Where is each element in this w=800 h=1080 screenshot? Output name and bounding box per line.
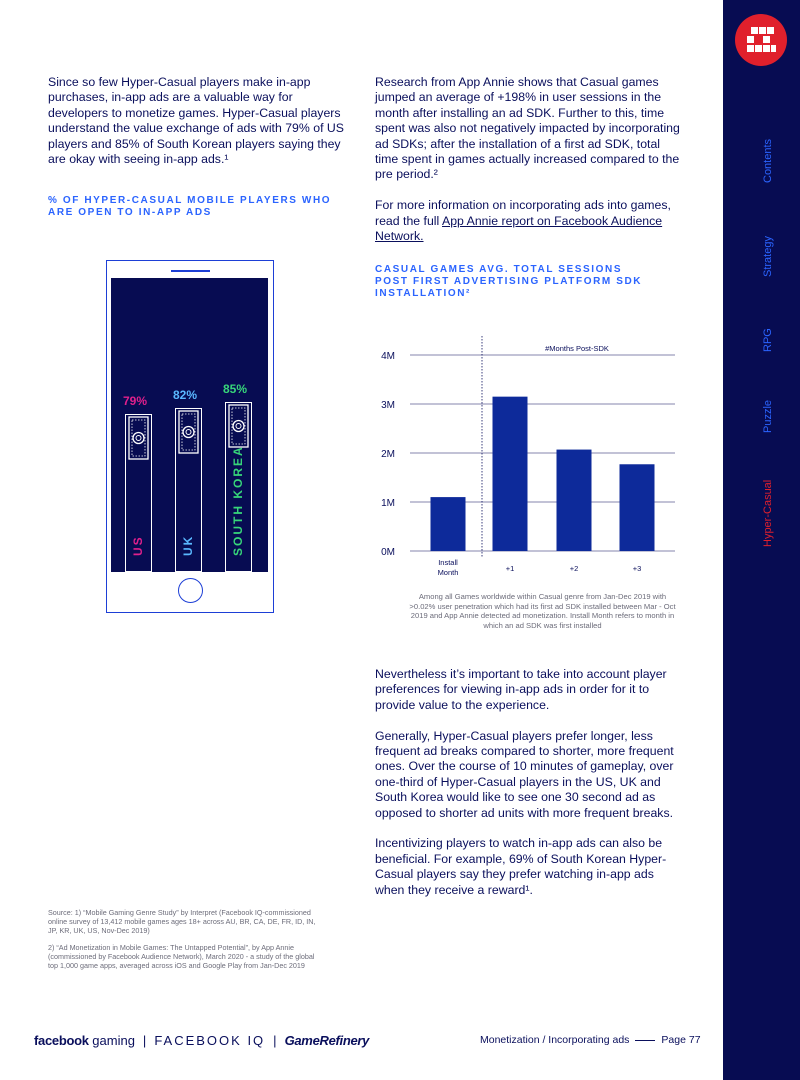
body-paragraphs <box>375 667 680 898</box>
body-paragraph-2: Generally, Hyper-Casual players prefer longer, less frequent ad breaks compared to shorter, more frequent ones. Over the course of 10 minutes of gameplay, over one-third of Hyper-Casual players in the US, UK and South Korea would like to see one 30 second ad as opposed to shorter ad units with more frequent breaks. <box>375 728 674 820</box>
page-number: Page 77 <box>661 1034 701 1046</box>
x-tick-label: +2 <box>569 564 579 573</box>
sessions-bar <box>493 397 528 551</box>
sessions-chart-title: CASUAL GAMES AVG. TOTAL SESSIONS POST FIRST ADVERTISING PLATFORM SDK INSTALLATION² <box>375 264 643 299</box>
phone-chart-title: % OF HYPER-CASUAL MOBILE PLAYERS WHO ARE OPEN TO IN-APP ADS <box>48 195 332 218</box>
footer-section: Monetization / Incorporating ads <box>480 1034 630 1046</box>
intro-paragraph <box>48 75 353 167</box>
footer-separator: | <box>142 1033 147 1048</box>
brand-logo-icon[interactable] <box>735 14 787 66</box>
footer-separator: | <box>273 1033 277 1048</box>
bar-value-label: 79% <box>123 394 148 408</box>
dollar-bill-icon <box>126 416 151 465</box>
footer-brands <box>34 1033 369 1048</box>
y-tick-label: 3M <box>381 400 395 411</box>
y-tick-label: 2M <box>381 449 395 460</box>
gaming-logo-text: gaming <box>88 1033 135 1048</box>
x-tick-label: +1 <box>505 564 515 573</box>
sidebar-item-hyper-casual[interactable]: Hyper-Casual <box>762 479 774 547</box>
source-1: Source: 1) “Mobile Gaming Genre Study” by Interpret (Facebook IQ-commissioned online survey of 13,412 mobile games ages 18+ across AU, BR, CA, DE, FR, ID, IN, JP, KR, UK, US, Nov-Dec 2019) <box>48 908 316 936</box>
y-tick-label: 1M <box>381 498 395 509</box>
body-paragraph-3: Incentivizing players to watch in-app ads can also be beneficial. For example, 69% of South Korean Hyper-Casual players say they prefer watching in-app ads when they receive a reward¹. <box>375 836 667 897</box>
x-tick-label: +3 <box>632 564 642 573</box>
bar-value-label: 85% <box>223 382 248 396</box>
gamerefinery-logo: GameRefinery <box>284 1033 370 1048</box>
facebook-iq-logo: FACEBOOK IQ <box>154 1033 266 1048</box>
y-tick-label: 0M <box>381 547 395 558</box>
sessions-bar <box>431 497 466 551</box>
sessions-chart <box>360 330 690 585</box>
phone-speaker <box>171 270 210 272</box>
chart-annotation: #Months Post-SDK <box>545 344 609 353</box>
chart-caption: Among all Games worldwide within Casual genre from Jan-Dec 2019 with >0.02% user penetration which had its first ad SDK installed between Mar - Oct 2019 and App Annie detected ad monetization. Install Month refers to month in which an ad SDK was first installed <box>409 592 676 630</box>
country-label: UK <box>181 534 195 556</box>
research-text: Research from App Annie shows that Casual games jumped an average of +198% in user sessions in the month after installing an ad SDK. Further to this, time spent was also not negatively impacted by incorporating ad SDKs; after the installation of a first ad SDK, total time spent in games actually increased compared to the pre period.² <box>375 75 680 182</box>
app-annie-report-link[interactable]: App Annie report on Facebook Audience Network. <box>375 213 663 244</box>
sidebar-item-contents[interactable]: Contents <box>762 138 774 183</box>
research-paragraphs <box>375 75 680 244</box>
more-info-text <box>375 198 680 244</box>
intro-text: Since so few Hyper-Casual players make in-app purchases, in-app ads are a valuable way for developers to monetize games. Hyper-Casual players understand the value exchange of ads with 79% of US players and 85% of South Korean players saying they are okay with seeing in-app ads.¹ <box>48 75 345 167</box>
sidebar-item-strategy[interactable]: Strategy <box>762 236 774 277</box>
sidebar-item-rpg[interactable]: RPG <box>762 328 774 352</box>
source-2: 2) “Ad Monetization in Mobile Games: The Untapped Potential”, by App Annie (commissioned by Facebook Audience Network), March 2020 - a study of the global top 1,000 game apps, averaged across iOS and Google Play from Jan-Dec 2019 <box>48 942 315 971</box>
facebook-logo: facebook <box>34 1033 89 1048</box>
footer-page-info <box>480 1034 701 1046</box>
sessions-bar <box>557 450 592 551</box>
country-label: US <box>131 535 145 556</box>
more-info-prefix: For more information on incorporating ads into games, read the full <box>375 198 671 228</box>
country-label: SOUTH KOREA <box>231 445 245 556</box>
footer-dash <box>635 1040 655 1041</box>
x-tick-label: Install Month <box>437 558 459 577</box>
bar-value-label: 82% <box>173 388 198 402</box>
phone-chart <box>106 260 274 613</box>
body-paragraph-1: Nevertheless it’s important to take into account player preferences for viewing in-app ads in order for it to provide value to the experience. <box>375 667 667 712</box>
sources <box>48 908 323 977</box>
sessions-bar <box>620 464 655 551</box>
sidebar-item-puzzle[interactable]: Puzzle <box>762 399 774 433</box>
phone-home-button-icon <box>178 578 203 603</box>
dollar-bill-icon <box>176 410 201 459</box>
y-tick-label: 4M <box>381 351 395 362</box>
